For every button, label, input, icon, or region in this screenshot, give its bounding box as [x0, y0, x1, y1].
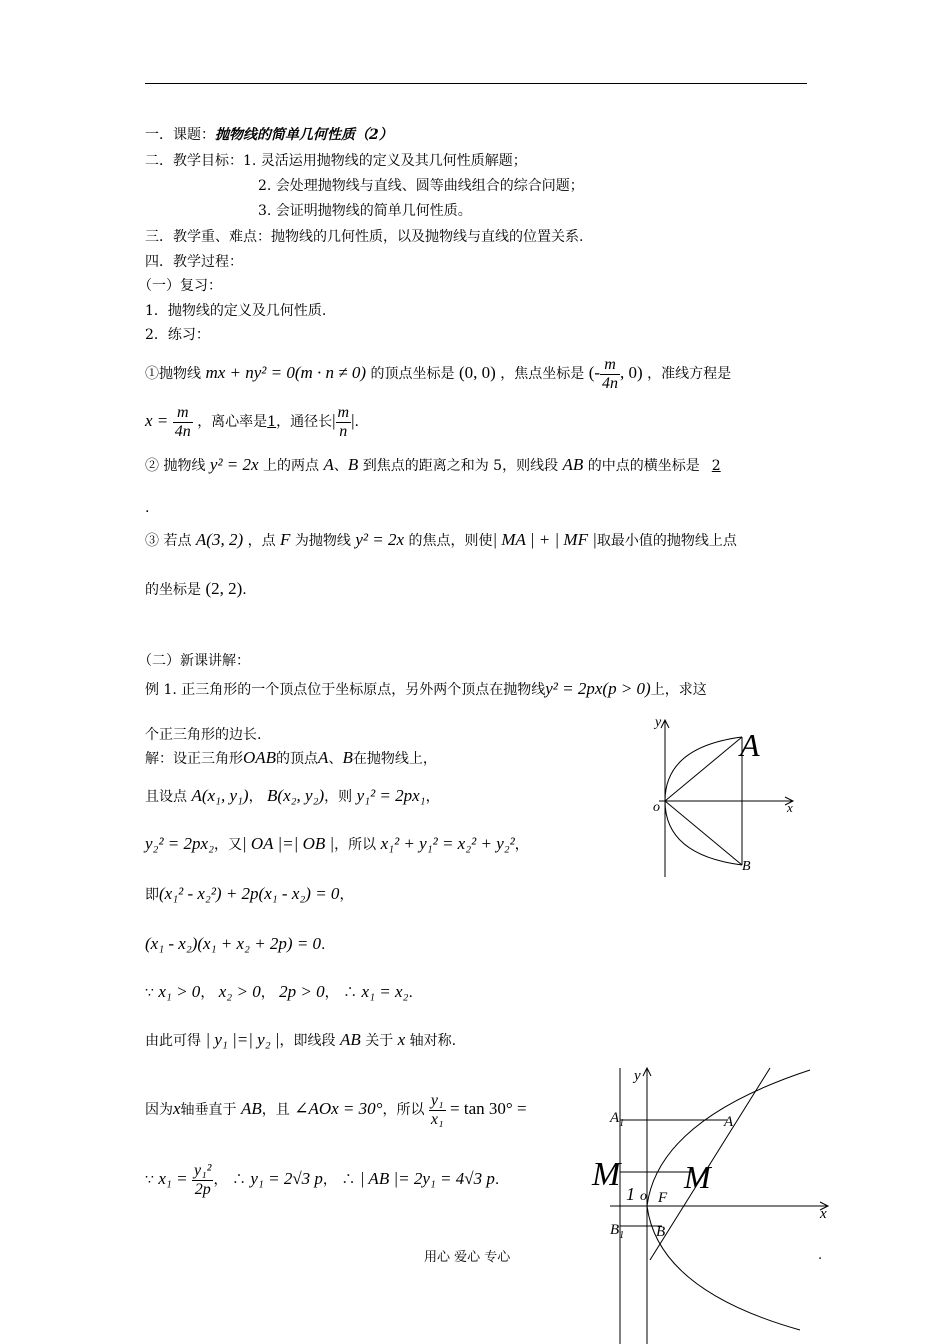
- sol6-cond-3: 2p > 0: [279, 982, 325, 1001]
- footer-dot: .: [818, 1248, 823, 1263]
- because-symbol-2: ∵: [145, 1172, 154, 1189]
- q1-eccentricity: 1: [267, 414, 277, 431]
- goal-1: 1. 灵活运用抛物线的定义及其几何性质解题；: [243, 153, 527, 169]
- q2-text-d: 的中点的横坐标是: [587, 458, 700, 474]
- sol1-text-c: 在抛物线上，: [352, 751, 437, 767]
- q1-focus-pre: (-: [588, 363, 601, 383]
- sol7-x-axis: x: [397, 1030, 406, 1049]
- fig2-label-b1: [610, 1222, 624, 1241]
- sol1-point-b: B: [342, 748, 353, 767]
- sol4-equation: (x₁² - x₂²) + 2p(x₁ - x₂) = 0: [159, 884, 340, 903]
- sol8-segment: AB: [241, 1099, 262, 1119]
- q1-text-d: ，准线方程是: [647, 366, 732, 383]
- q1-focus-den: 4n: [602, 374, 619, 392]
- sol3-text-b: ，所以: [334, 837, 377, 853]
- sol2-end: ，: [425, 789, 440, 805]
- solution-line-7: [145, 1030, 456, 1050]
- solution-line-1: [145, 748, 437, 768]
- because-symbol: ∵: [145, 985, 154, 1001]
- sol9-y: y₁ = 2√3 p: [250, 1169, 323, 1189]
- ex1-text-b: 上，求这: [650, 682, 707, 698]
- q2-point-b: B: [347, 455, 359, 474]
- sol7-text-a: 由此可得: [145, 1033, 201, 1049]
- sol1-sep: 、: [328, 751, 343, 767]
- header-rule: [145, 83, 807, 84]
- q1-dir-den: 4n: [174, 422, 191, 440]
- fig1-label-b: B: [742, 859, 751, 874]
- sol6-end: .: [408, 985, 413, 1001]
- sol6-cond-2: x₂ > 0: [218, 982, 261, 1001]
- sol2-comma: ，: [248, 789, 263, 805]
- fig2-label-o: o: [640, 1189, 647, 1204]
- q2-answer: 2: [711, 458, 721, 474]
- sol8-text-c: ，且: [261, 1102, 290, 1119]
- q2-segment-ab: AB: [562, 455, 584, 474]
- fig2-label-m: M: [684, 1159, 711, 1195]
- sol2-equation: y₁² = 2px₁: [356, 786, 426, 805]
- q1-focus-post: , 0): [620, 363, 643, 383]
- q1-lr-den: n: [339, 422, 348, 440]
- ex1-text-a: 例 1. 正三角形的一个顶点位于坐标原点，另外两个顶点在抛物线: [145, 682, 546, 698]
- therefore-symbol-2: ∴: [231, 1172, 246, 1189]
- fig2-a1-sub: 1: [619, 1118, 625, 1129]
- q2-point-a: A: [323, 455, 334, 474]
- process-heading: 四．教学过程：: [145, 254, 243, 270]
- q3-line-2: [145, 579, 247, 599]
- sol6-comma-2: ，: [260, 985, 275, 1001]
- q1-directrix-fraction: [173, 404, 193, 440]
- example1-line-1: [145, 679, 707, 699]
- review-heading: （一）复习：: [138, 278, 222, 294]
- q3-end: .: [242, 582, 247, 598]
- q1-latus-fraction: [336, 404, 352, 440]
- fig2-label-b: B: [656, 1224, 666, 1240]
- q2-sep: 、: [333, 458, 348, 474]
- sol2-text-b: ，则: [324, 789, 353, 805]
- lesson-topic: 抛物线的简单几何性质（2）: [215, 127, 393, 143]
- q3-text-a: ③ 若点: [145, 533, 192, 549]
- solution-line-9: [145, 1162, 499, 1198]
- sol7-text-b: ，即线段: [279, 1033, 336, 1049]
- sol3-equal-sides: | OA |=| OB |: [241, 834, 335, 853]
- sol1-triangle: OAB: [243, 748, 277, 767]
- fig2-a1-letter: A: [610, 1110, 620, 1126]
- sol7-segment: AB: [339, 1030, 361, 1049]
- q3-line-1: [145, 530, 737, 550]
- sol7-equation: | y₁ |=| y₂ |: [205, 1030, 280, 1049]
- fig2-b1-letter: B: [610, 1222, 620, 1238]
- sol9-fraction: [192, 1162, 213, 1198]
- fig2-label-x: x: [820, 1206, 827, 1222]
- q1-vertex: (0, 0): [458, 363, 496, 383]
- q3-text-c: 为抛物线: [294, 533, 351, 549]
- ex1-parabola-equation: y² = 2px(p > 0): [545, 679, 651, 698]
- sol3-equation-2: x₁² + y₁² = x₂² + y₂²: [380, 834, 515, 853]
- goal-3: 3. 会证明抛物线的简单几何性质。: [258, 203, 472, 219]
- fig2-label-a1: [609, 1110, 624, 1129]
- q3-text-e: 取最小值的抛物线上点: [596, 533, 737, 549]
- q2-text-a: ② 抛物线: [145, 458, 206, 474]
- q1-focus-num: m: [600, 356, 620, 375]
- q1-text-f: ，通径长: [276, 414, 333, 431]
- sol9-side-length: | AB |= 2y₁ = 4√3 p: [359, 1169, 495, 1189]
- newlesson-heading: （二）新课讲解：: [138, 653, 250, 669]
- sol3-equation-1: y₂² = 2px₂: [145, 834, 214, 853]
- fig2-label-a: A: [724, 1114, 734, 1130]
- q1-text-a: ①抛物线: [145, 366, 201, 383]
- fig2-label-m1-sub: 1: [626, 1184, 635, 1204]
- title-line: [145, 127, 393, 144]
- sol8-text-a: 因为: [145, 1102, 173, 1119]
- q1-directrix-pre: x =: [145, 411, 169, 431]
- sol8-text-b: 轴垂直于: [180, 1102, 237, 1119]
- q1-parabola-equation: mx + ny² = 0(m · n ≠ 0): [205, 363, 367, 383]
- q2-text-b: 上的两点: [263, 458, 320, 474]
- sol1-text-b: 的顶点: [276, 751, 319, 767]
- sol9-x: x₁ =: [158, 1169, 188, 1189]
- sol3-text-a: ，又: [213, 837, 242, 853]
- sol2-point-b: B(x₂, y₂): [267, 786, 325, 805]
- solution-line-6: [145, 982, 413, 1002]
- sol6-comma-1: ，: [200, 985, 215, 1001]
- solution-line-5: [145, 934, 326, 954]
- solution-line-4: [145, 884, 353, 904]
- fig1-label-x: x: [787, 800, 793, 815]
- sol8-num: y₁: [430, 1092, 444, 1109]
- q1-text-e: ，离心率是: [197, 414, 268, 431]
- fig1-label-a: A: [740, 727, 760, 763]
- sol5-equation: (x₁ - x₂)(x₁ + x₂ + 2p) = 0: [145, 934, 322, 953]
- q3-text-b: ，点: [247, 533, 276, 549]
- q2-text-c: 到焦点的距离之和为 5，则线段: [362, 458, 559, 474]
- q2-end: .: [145, 500, 150, 516]
- q3-point-a: A(3, 2): [195, 530, 244, 549]
- sol6-result: x₁ = x₂: [361, 982, 409, 1001]
- q3-focus-f: F: [280, 530, 291, 549]
- sol7-text-c: 关于: [365, 1033, 394, 1049]
- q1-text-b: 的顶点坐标是: [370, 366, 455, 383]
- sol9-den: 2p: [194, 1180, 211, 1198]
- sol8-den: x₁: [430, 1110, 444, 1128]
- fig2-b1-sub: 1: [619, 1230, 625, 1241]
- footer-text: 用心 爱心 专心: [424, 1250, 511, 1265]
- sol2-text-a: 且设点: [145, 789, 187, 805]
- sol8-angle: ∠AOx = 30°: [294, 1099, 383, 1119]
- fig2-parabola: [647, 1070, 810, 1330]
- goals-line-1: [145, 153, 527, 170]
- sol6-comma-3: ，: [324, 985, 339, 1001]
- sol6-cond-1: x₁ > 0: [158, 982, 201, 1001]
- fig1-label-y: y: [655, 715, 662, 730]
- q2-line: [145, 455, 721, 475]
- sol4-text-a: 即: [145, 887, 159, 903]
- fig2-label-m1: M: [592, 1156, 621, 1193]
- q1-text-c: ，焦点坐标是: [500, 366, 585, 383]
- sol7-text-d: 轴对称.: [409, 1033, 457, 1049]
- sol3-end: ，: [514, 837, 529, 853]
- solution-line-3: [145, 834, 529, 854]
- sol9-comma-2: ，: [322, 1172, 337, 1189]
- goal-2: 2. 会处理抛物线与直线、圆等曲线组合的综合问题；: [258, 178, 584, 194]
- goals-label: 二．教学目标：: [145, 153, 243, 169]
- sol1-point-a: A: [318, 748, 329, 767]
- figure-1-triangle-in-parabola: [645, 712, 845, 882]
- review-item-2: 2．练习：: [145, 327, 210, 343]
- sol2-point-a: A(x₁, y₁): [191, 786, 249, 805]
- sol9-num: y₁²: [194, 1162, 212, 1179]
- q1-focus-fraction: [600, 356, 620, 392]
- q1-line-2: x = $\frac{m}{4n}$ ，离心率是1，通径长| $\frac{m}{n}$ |.: [145, 404, 359, 440]
- sol8-text-d: ，所以: [382, 1102, 425, 1119]
- q1-dir-num: m: [173, 404, 193, 423]
- q3-parabola-equation: y² = 2x: [355, 530, 404, 549]
- sol9-end: .: [494, 1172, 500, 1189]
- q3-answer: (2, 2): [205, 579, 243, 598]
- solution-line-8: [145, 1092, 585, 1128]
- therefore-symbol: ∴: [343, 985, 358, 1001]
- sol8-fraction: [429, 1092, 446, 1128]
- figure-2-focal-chord: [590, 1060, 840, 1344]
- sol8-x: x: [173, 1099, 181, 1119]
- q1-lr-num: m: [337, 404, 350, 421]
- sol9-comma: ，: [213, 1172, 228, 1189]
- title-label: 一．课题：: [145, 127, 215, 143]
- q2-parabola-equation: y² = 2x: [209, 455, 259, 474]
- fig2-label-f: F: [658, 1190, 668, 1206]
- q3-text-d: 的焦点，则使: [408, 533, 493, 549]
- q3-text-f: 的坐标是: [145, 582, 201, 598]
- sol5-end: .: [321, 937, 326, 953]
- q3-distance-sum: | MA | + | MF |: [492, 530, 597, 549]
- q1-text-g: .: [354, 414, 359, 431]
- keypoints: 三．教学重、难点：抛物线的几何性质，以及抛物线与直线的位置关系.: [145, 229, 584, 245]
- sol4-end: ，: [339, 887, 354, 903]
- review-item-1: 1．抛物线的定义及几何性质.: [145, 303, 327, 319]
- therefore-symbol-3: ∴: [341, 1172, 356, 1189]
- sol8-tan: = tan 30° =: [450, 1099, 527, 1119]
- sol1-text-a: 解：设正三角形: [145, 751, 243, 767]
- fig1-label-o: o: [653, 800, 660, 815]
- fig2-label-y: y: [634, 1068, 641, 1084]
- q1-line-1: [145, 356, 731, 392]
- solution-line-2: [145, 786, 440, 806]
- example1-line-2: 个正三角形的边长.: [145, 727, 262, 743]
